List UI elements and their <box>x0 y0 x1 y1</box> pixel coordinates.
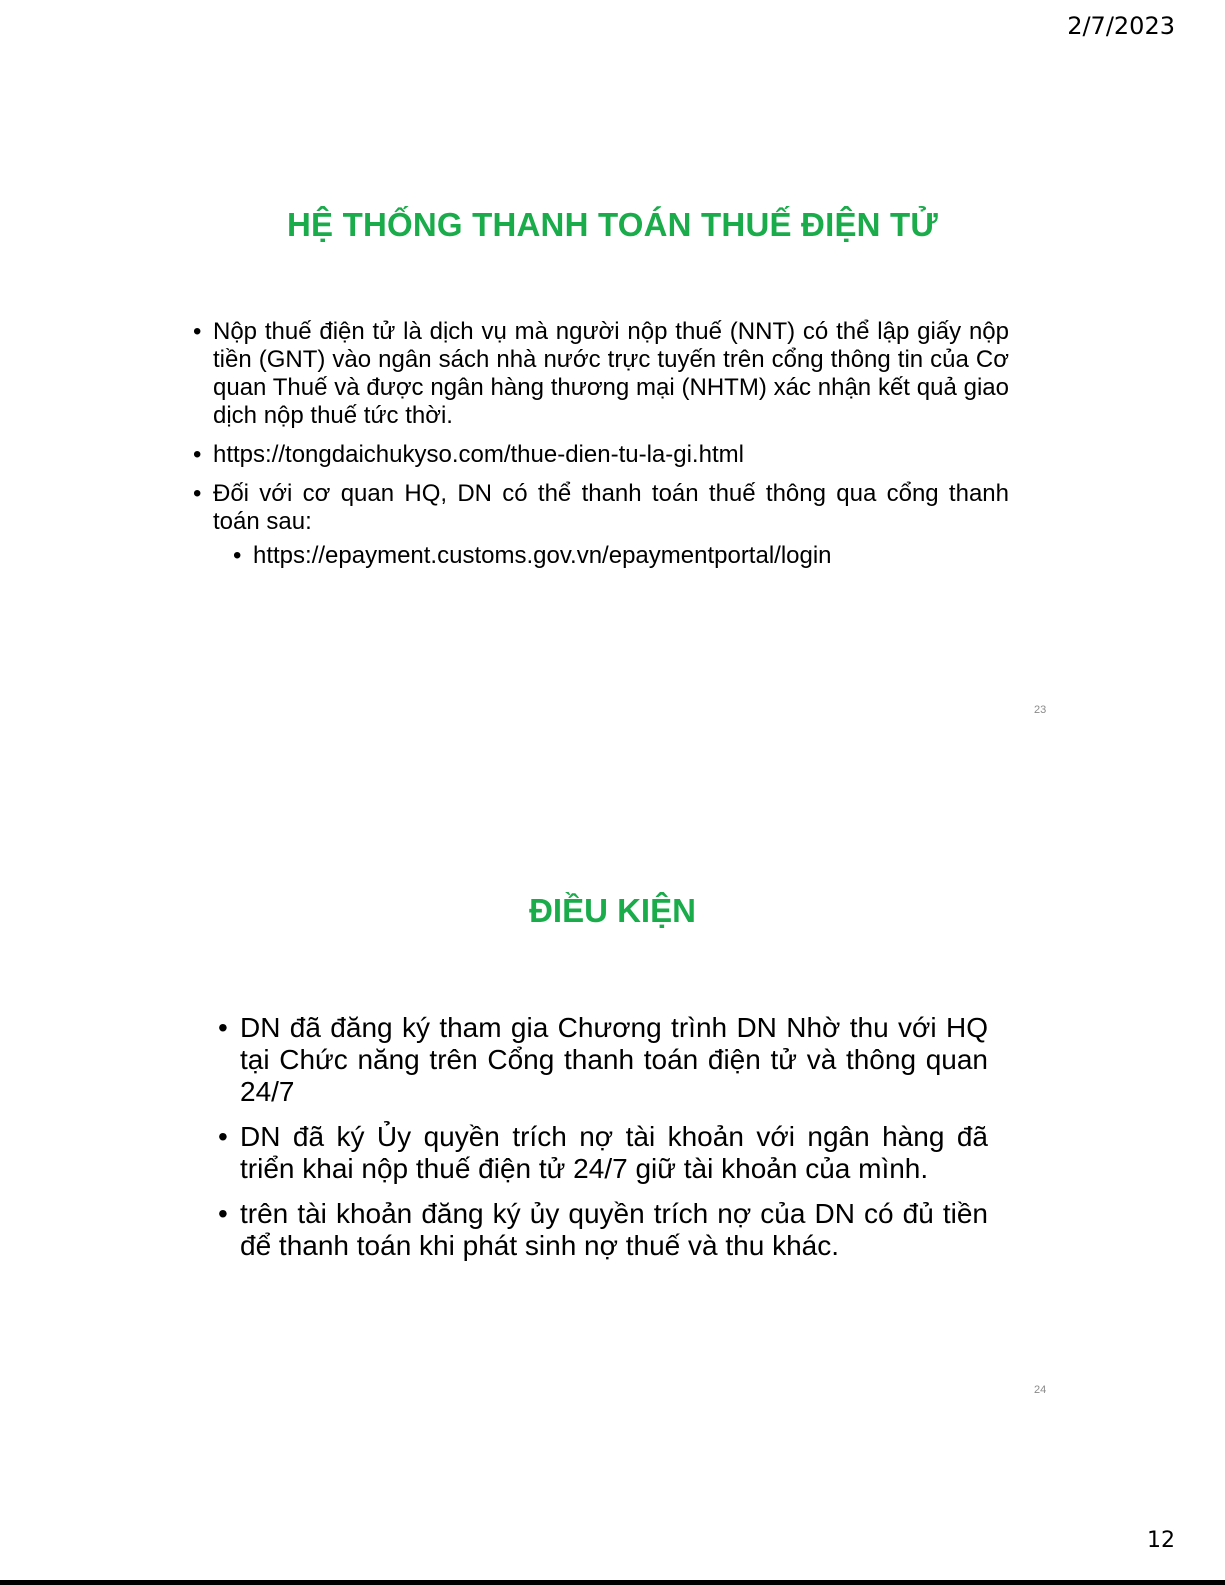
bullet-item <box>218 1121 988 1185</box>
bullet-item <box>218 1198 988 1262</box>
bullet-dot-icon: • <box>218 1121 228 1152</box>
bullet-dot-icon: • <box>233 542 242 569</box>
slide-title: HỆ THỐNG THANH TOÁN THUẾ ĐIỆN TỬ <box>287 206 938 243</box>
slide-number: 23 <box>1034 704 1047 716</box>
bullet-text: trên tài khoản đăng ký ủy quyền trích nợ của DN có đủ tiền để thanh toán khi phát sinh nợ thuế và thu khác. <box>240 1198 988 1261</box>
sub-bullet-item <box>233 542 1009 570</box>
bullet-item <box>193 318 1009 430</box>
slide-number: 24 <box>1034 1384 1047 1396</box>
bullet-dot-icon: • <box>193 480 202 507</box>
bullet-text: DN đã đăng ký tham gia Chương trình DN Nhờ thu với HQ tại Chức năng trên Cổng thanh toán điện tử và thông quan 24/7 <box>240 1012 988 1107</box>
bullet-item <box>193 480 1009 570</box>
bullet-item <box>218 1012 988 1108</box>
bottom-divider <box>0 1580 1225 1585</box>
bullet-dot-icon: • <box>218 1012 228 1043</box>
bullet-list <box>193 318 1009 581</box>
bullet-dot-icon: • <box>193 441 202 468</box>
bullet-dot-icon: • <box>218 1198 228 1229</box>
sub-bullet-list <box>213 542 1009 570</box>
sub-bullet-link-text[interactable]: https://epayment.customs.gov.vn/epaymentportal/login <box>253 542 832 569</box>
slide-e-tax-payment-system <box>0 0 1225 740</box>
page-date: 2/7/2023 <box>1067 12 1175 40</box>
bullet-text: Đối với cơ quan HQ, DN có thể thanh toán thuế thông qua cổng thanh toán sau: <box>213 480 1009 535</box>
bullet-text: DN đã ký Ủy quyền trích nợ tài khoản với ngân hàng đã triển khai nộp thuế điện tử 24/7 giữ tài khoản của mình. <box>240 1121 988 1184</box>
slide-conditions <box>0 790 1225 1410</box>
slide-title: ĐIỀU KIỆN <box>529 892 696 929</box>
bullet-text: Nộp thuế điện tử là dịch vụ mà người nộp thuế (NNT) có thể lập giấy nộp tiền (GNT) vào ngân sách nhà nước trực tuyến trên cổng thông tin của Cơ quan Thuế và được ngân hàng thương mại (NHTM) xác nhận kết quả giao dịch nộp thuế tức thời. <box>213 318 1009 429</box>
bullet-list <box>218 1012 988 1275</box>
bullet-dot-icon: • <box>193 318 202 345</box>
bullet-item <box>193 441 1009 469</box>
bullet-link-text[interactable]: https://tongdaichukyso.com/thue-dien-tu-la-gi.html <box>213 441 744 468</box>
page-number: 12 <box>1147 1528 1175 1553</box>
